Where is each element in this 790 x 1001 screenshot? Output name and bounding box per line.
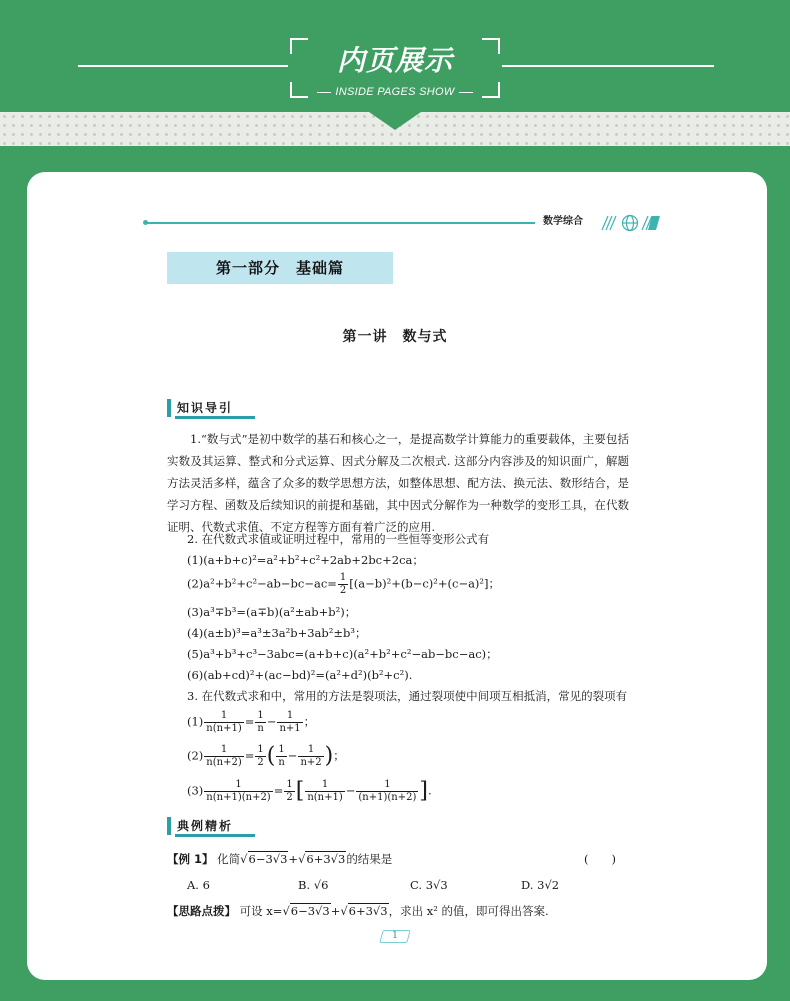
banner-right-rule [502,65,714,67]
paragraph-2: 2. 在代数式求值或证明过程中，常用的一些恒等变形公式有 [187,532,490,546]
section-heading-examples: 典例精析 [167,816,257,836]
formula-3: (3)a³∓b³=(a∓b)(a²±ab+b²)； [187,605,357,619]
banner-title: 内页展示 [336,44,453,77]
split-formula-1: (1) $\frac{1}{n(n+1)}$ = $\frac{1}{n}$ − $\frac{1}{n+1}$ ； [187,710,316,734]
globe-emblem-icon [600,214,660,232]
formula-4: (4)(a±b)³=a³±3a²b+3ab²±b³； [187,626,367,640]
choice-c: C. 3√3 [410,878,448,892]
subject-label: 数学综合 [543,216,583,227]
paragraph-3: 3. 在代数式求和中，常用的方法是裂项法，通过裂项使中间项互相抵消，常见的裂项有 [187,689,628,703]
hint-line: 【思路点拨】 可设 x=√6−3√3+√6+3√3，求出 x² 的值，即可得出答案. [167,904,549,918]
choice-d: D. 3√2 [521,878,560,892]
header-banner [0,0,790,112]
example-1-question: 【例 1】 化简√6−3√3+√6+3√3的结果是 [167,852,393,866]
part-title: 第一部分 基础篇 [167,252,393,284]
choice-a: A. 6 [187,878,210,892]
section-heading-knowledge: 知识导引 [167,398,257,418]
lecture-title: 第一讲 数与式 [342,329,448,345]
formula-2: (2)a²+b²+c²−ab−bc−ac= $\frac{1}{2}$ [(a−b)²+(b−c)²+(c−a)²]； [187,572,501,596]
split-formula-2: (2) $\frac{1}{n(n+2)}$ = $\frac{1}{2}$ ( $\frac{1}{n}$ − $\frac{1}{n+2}$ )； [187,743,345,769]
formula-5: (5)a³+b³+c³−3abc=(a+b+c)(a²+b²+c²−ab−bc−ac)； [187,647,498,661]
running-head-rule [145,222,535,224]
paragraph-1: 1.“数与式”是初中数学的基石和核心之一，是提高数学计算能力的重要载体，主要包括实数及其运算、整式和分式运算、因式分解及二次根式. 这部分内容涉及的知识面广，解题方法灵活多样，蕴含了众多的数学思想方法，如整体思想、配方法、换元法、数形结合，是学习方程、函数及后续知识的前提和基础，其中因式分解作为一种数学的变形工具，在代数证明、代数式求值、不定方程等方面有着广泛的应用. [167,432,629,534]
page-number: 1 [381,929,409,943]
formula-1: (1)(a+b+c)²=a²+b²+c²+2ab+2bc+2ca； [187,553,424,567]
split-formula-3: (3) $\frac{1}{n(n+1)(n+2)}$ = $\frac{1}{2}$ [ $\frac{1}{n(n+1)}$ − $\frac{1}{(n+1)(n+2)}$ ]. [187,778,432,804]
answer-bracket: ( ) [584,852,616,866]
choice-b: B. √6 [298,878,329,892]
banner-left-rule [78,65,288,67]
running-head [145,212,660,234]
formula-6: (6)(ab+cd)²+(ac−bd)²=(a²+d²)(b²+c²). [187,668,413,682]
banner-notch [369,112,421,130]
banner-subtitle: INSIDE PAGES SHOW [290,86,500,99]
